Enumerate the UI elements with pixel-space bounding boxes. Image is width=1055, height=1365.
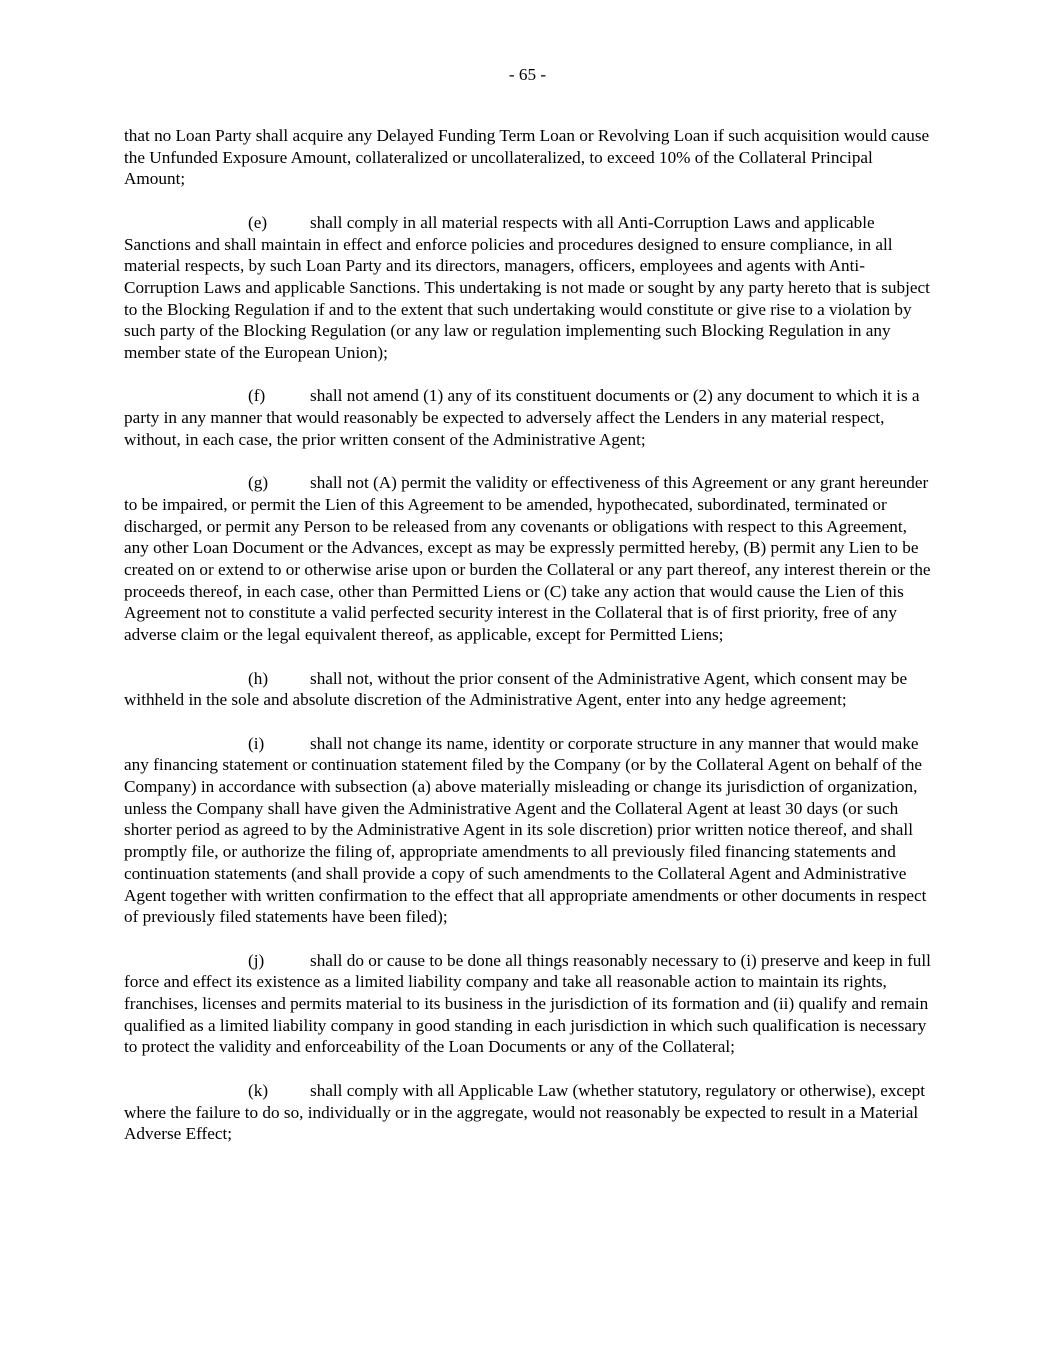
clause-text: shall do or cause to be done all things reasonably necessary to (i) preserve and keep in full force and effect its existence as a limited liability company and take all reasonable action to maintain its rights, franchises, licenses and permits material to its business in the jurisdiction of its formation and (ii) qualify and remain qualified as a limited liability company in good standing in each jurisdiction in which such qualification is necessary to protect the validity and enforceability of the Loan Documents or any of the Collateral;	[124, 950, 931, 1057]
clause-g	[124, 472, 936, 646]
clause-marker: (i)	[248, 733, 265, 753]
clause-marker: (k)	[248, 1080, 269, 1100]
clause-f	[124, 385, 936, 450]
clause-text: shall not amend (1) any of its constituent documents or (2) any document to which it is a party in any manner that would reasonably be expected to adversely affect the Lenders in any material respect, without, in each case, the prior written consent of the Administrative Agent;	[124, 386, 920, 449]
clause-text: shall comply with all Applicable Law (whether statutory, regulatory or otherwise), except where the failure to do so, individually or in the aggregate, would not reasonably be expected to result in a Material Adverse Effect;	[124, 1080, 926, 1144]
paragraph-continuation	[124, 125, 936, 190]
clause-k	[124, 1080, 936, 1145]
clause-text: shall comply in all material respects with all Anti-Corruption Laws and applicable Sanctions and shall maintain in effect and enforce policies and procedures designed to ensure compliance, in all material respects, by such Loan Party and its directors, managers, officers, employees and agents with Anti-Corruption Laws and applicable Sanctions. This undertaking is not made or sought by any party hereto that is subject to the Blocking Regulation if and to the extent that such undertaking would constitute or give rise to a violation by such party of the Blocking Regulation (or any law or regulation implementing such Blocking Regulation in any member state of the European Union);	[124, 212, 930, 363]
clause-marker: (g)	[248, 473, 269, 493]
clause-h	[124, 668, 936, 711]
clause-text: shall not change its name, identity or corporate structure in any manner that would make any financing statement or continuation statement filed by the Company (or by the Collateral Agent on behalf of the Company) in accordance with subsection (a) above materially misleading or change its jurisdiction of organization, unless the Company shall have given the Administrative Agent and the Collateral Agent at least 30 days (or such shorter period as agreed to by the Administrative Agent in its sole discretion) prior written notice thereof, and shall promptly file, or authorize the filing of, appropriate amendments to all previously filed financing statements and continuation statements (and shall provide a copy of such amendments to the Collateral Agent and Administrative Agent together with written confirmation to the effect that all appropriate amendments or other documents in respect of previously filed statements have been filed);	[124, 733, 927, 927]
clause-j	[124, 950, 936, 1059]
clause-text: shall not (A) permit the validity or effectiveness of this Agreement or any grant hereunder to be impaired, or permit the Lien of this Agreement to be amended, hypothecated, subordinated, terminated or discharged, or permit any Person to be released from any covenants or obligations with respect to this Agreement, any other Loan Document or the Advances, except as may be expressly permitted hereby, (B) permit any Lien to be created on or extend to or otherwise arise upon or burden the Collateral or any part thereof, any interest therein or the proceeds thereof, in each case, other than Permitted Liens or (C) take any action that would cause the Lien of this Agreement not to constitute a valid perfected security interest in the Collateral that is of first priority, free of any adverse claim or the legal equivalent thereof, as applicable, except for Permitted Liens;	[124, 473, 931, 645]
clause-i	[124, 733, 936, 928]
clause-e	[124, 212, 936, 364]
clause-marker: (j)	[248, 950, 265, 970]
page-number: - 65 -	[508, 65, 547, 84]
clause-marker: (f)	[248, 386, 266, 406]
clause-marker: (h)	[248, 668, 269, 688]
document-body	[124, 125, 936, 1167]
clause-marker: (e)	[248, 212, 268, 232]
clause-text: shall not, without the prior consent of the Administrative Agent, which consent may be withheld in the sole and absolute discretion of the Administrative Agent, enter into any hedge agreement;	[124, 668, 908, 710]
paragraph-text: that no Loan Party shall acquire any Delayed Funding Term Loan or Revolving Loan if such acquisition would cause the Unfunded Exposure Amount, collateralized or uncollateralized, to exceed 10% of the Collateral Principal Amount;	[124, 126, 930, 189]
